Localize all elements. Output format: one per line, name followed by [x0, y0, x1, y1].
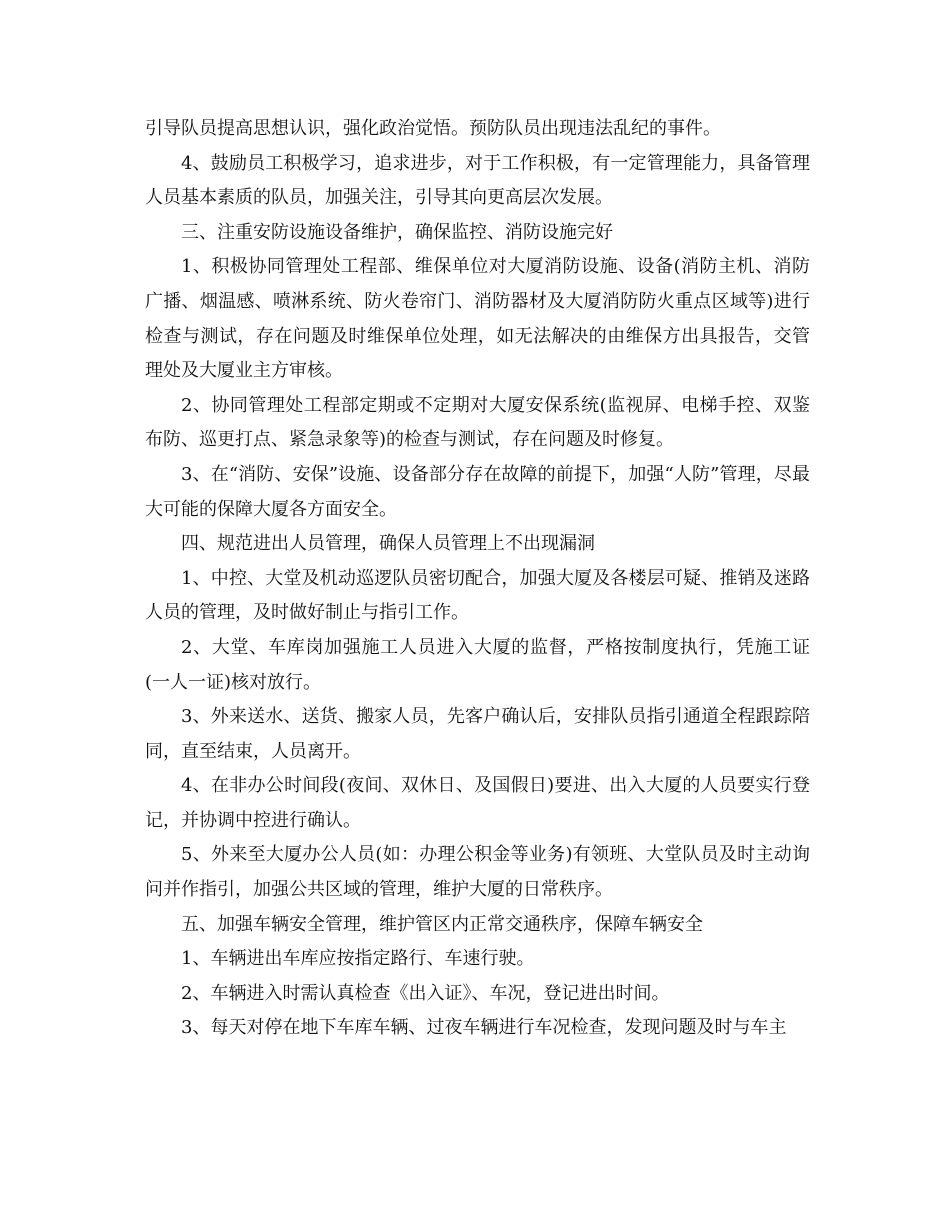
document-body	[145, 112, 810, 1046]
paragraph: 3、在“消防、安保”设施、设备部分存在故障的前提下，加强“人防”管理，尽最大可能的保障大厦各方面安全。	[145, 463, 810, 520]
paragraph: 1、车辆进出车库应按指定路行、车速行驶。	[181, 948, 535, 970]
paragraph: 4、鼓励员工积极学习，追求进步，对于工作积极，有一定管理能力，具备管理人员基本素质的队员，加强关注，引导其向更高层次发展。	[145, 152, 810, 209]
paragraph: 5、外来至大厦办公人员(如：办理公积金等业务)有领班、大堂队员及时主动询问并作指引，加强公共区域的管理，维护大厦的日常秩序。	[145, 844, 810, 901]
paragraph: 2、大堂、车库岗加强施工人员进入大厦的监督，严格按制度执行，凭施工证(一人一证)核对放行。	[145, 636, 810, 693]
paragraph: 4、在非办公时间段(夜间、双休日、及国假日)要进、出入大厦的人员要实行登记，并协调中控进行确认。	[145, 775, 810, 831]
paragraph: 1、积极协同管理处工程部、维保单位对大厦消防设施、设备(消防主机、消防广播、烟温感、喷淋系统、防火卷帘门、消防器材及大厦消防防火重点区域等)进行检查与测试，存在问题及时维保单位处理，如无法解决的由维保方出具报告，交管理处及大厦业主方审核。	[145, 256, 810, 382]
paragraph: 3、外来送水、送货、搬家人员，先客户确认后，安排队员指引通道全程跟踪陪同，直至结束，人员离开。	[145, 706, 810, 762]
section-heading: 四、规范进出人员管理，确保人员管理上不出现漏洞	[181, 533, 595, 555]
paragraph: 2、协同管理处工程部定期或不定期对大厦安保系统(监视屏、电梯手控、双鉴布防、巡更打点、紧急录象等)的检查与测试，存在问题及时修复。	[145, 394, 810, 451]
section-heading: 五、加强车辆安全管理，维护管区内正常交通秩序，保障车辆安全	[181, 913, 703, 935]
paragraph: 3、每天对停在地下车库车辆、过夜车辆进行车况检查，发现问题及时与车主	[181, 1017, 787, 1039]
paragraph: 2、车辆进入时需认真检查《出入证》、车况，登记进出时间。	[181, 982, 670, 1004]
paragraph: 1、中控、大堂及机动巡逻队员密切配合，加强大厦及各楼层可疑、推销及迷路人员的管理，及时做好制止与指引工作。	[145, 567, 810, 624]
section-heading: 三、注重安防设施设备维护，确保监控、消防设施完好	[181, 221, 613, 243]
paragraph: 引导队员提高思想认识，强化政治觉悟。预防队员出现违法乱纪的事件。	[145, 118, 721, 139]
